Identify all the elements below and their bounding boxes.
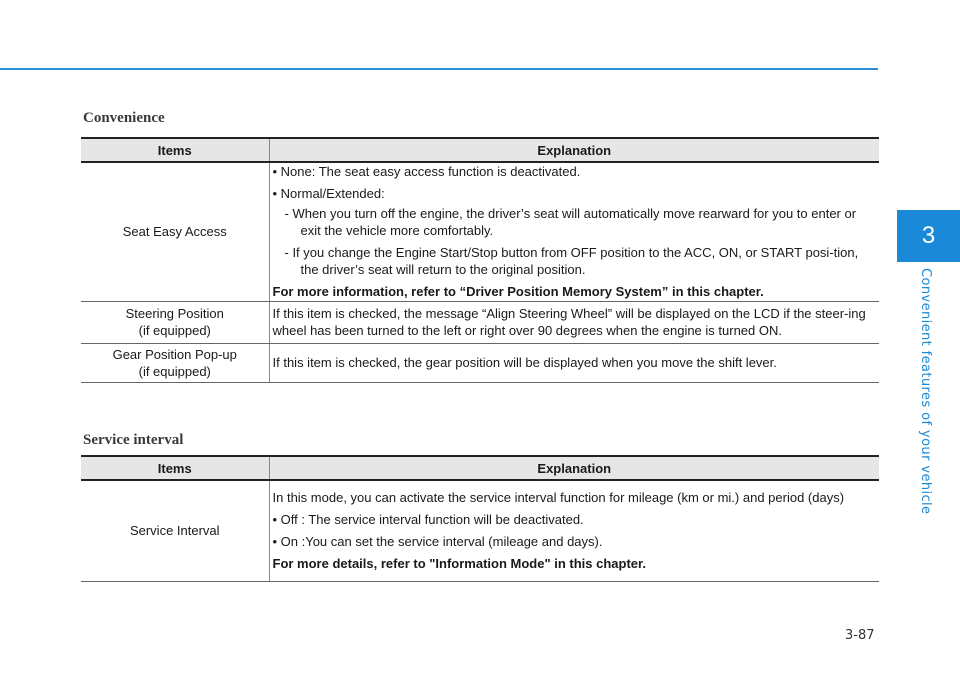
chapter-title: Convenient features of your vehicle — [918, 268, 933, 515]
column-header-items: Items — [81, 456, 269, 480]
explanation-reference: For more details, refer to "Information Mode" in this chapter. — [272, 556, 646, 572]
column-header-explanation: Explanation — [269, 456, 879, 480]
service-interval-table — [81, 455, 879, 582]
chapter-tab: 3 — [897, 210, 960, 262]
item-label: Steering Position — [125, 306, 224, 321]
item-explanation — [269, 343, 879, 382]
column-header-explanation: Explanation — [269, 138, 879, 162]
section-title-service-interval: Service interval — [83, 432, 184, 448]
explanation-line: - If you change the Engine Start/Stop button from OFF position to the ACC, ON, or START posi-tion, the driver’s seat will return to the original position. — [284, 245, 859, 278]
item-name: Service Interval — [81, 480, 269, 581]
explanation-line: • On :You can set the service interval (mileage and days). — [272, 534, 603, 550]
item-name — [81, 343, 269, 382]
table-row — [81, 162, 879, 301]
item-note: (if equipped) — [138, 323, 211, 338]
explanation-line: • Normal/Extended: — [272, 186, 385, 202]
explanation-line: In this mode, you can activate the service interval function for mileage (km or mi.) and period (days) — [272, 490, 845, 506]
explanation-line: - When you turn off the engine, the driver’s seat will automatically move rearward for you to enter or exit the vehicle more comfortably. — [284, 206, 857, 239]
explanation-line: • None: The seat easy access function is deactivated. — [272, 164, 581, 180]
table-row — [81, 301, 879, 343]
explanation-line: If this item is checked, the gear position will be displayed when you move the shift lever. — [272, 355, 777, 370]
item-name — [81, 301, 269, 343]
convenience-table — [81, 137, 879, 383]
item-explanation — [269, 162, 879, 301]
item-explanation — [269, 480, 879, 581]
explanation-reference: For more information, refer to “Driver Position Memory System” in this chapter. — [272, 284, 764, 300]
item-explanation — [269, 301, 879, 343]
item-note: (if equipped) — [138, 363, 211, 379]
item-name: Seat Easy Access — [81, 162, 269, 301]
page-number: 3-87 — [845, 628, 875, 643]
item-label: Gear Position Pop-up — [112, 346, 237, 362]
top-rule — [0, 68, 878, 70]
explanation-line: • Off : The service interval function will be deactivated. — [272, 512, 584, 528]
table-row — [81, 480, 879, 581]
explanation-line: If this item is checked, the message “Align Steering Wheel” will be displayed on the LCD if the steer-ing wheel has been turned to the left or right over 90 degrees when the engine is turned ON. — [272, 306, 866, 338]
column-header-items: Items — [81, 138, 269, 162]
table-row — [81, 343, 879, 382]
section-title-convenience: Convenience — [83, 110, 165, 126]
